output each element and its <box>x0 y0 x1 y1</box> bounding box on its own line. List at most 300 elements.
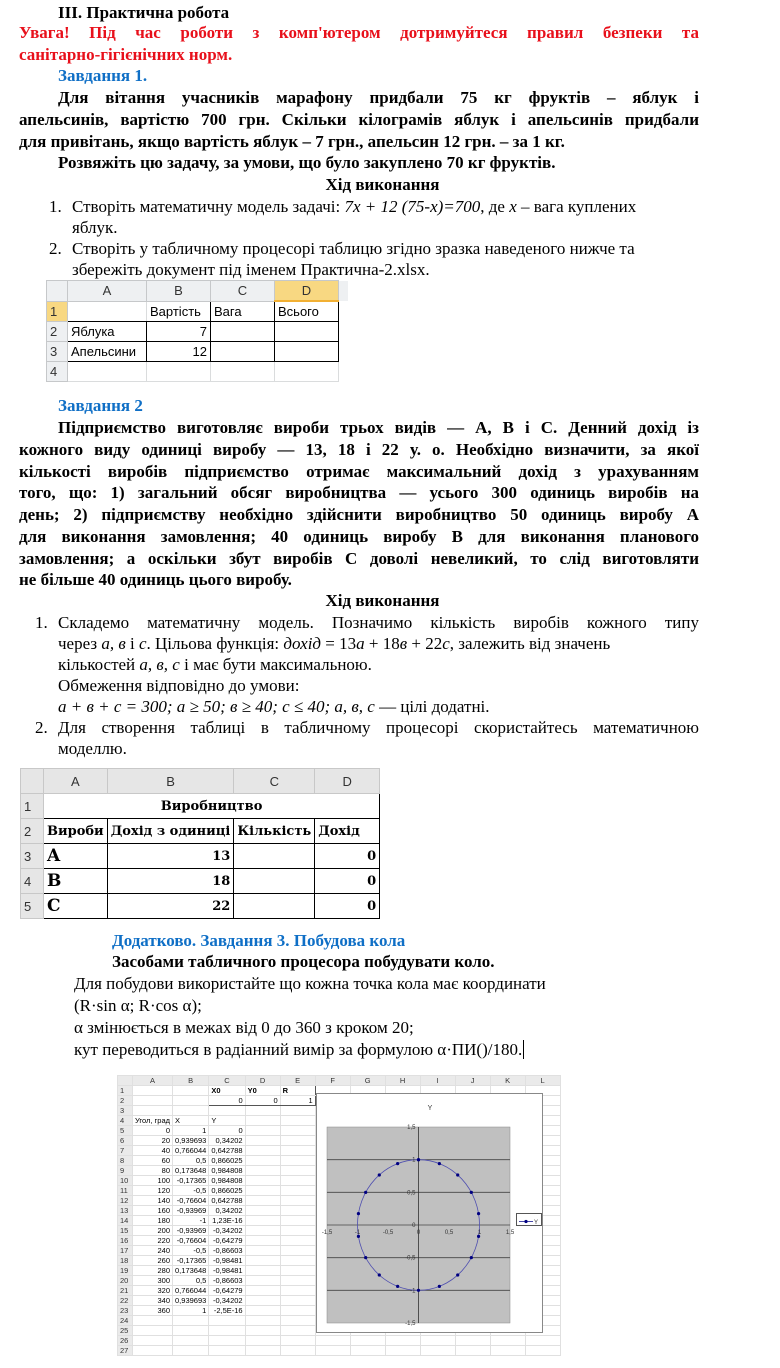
cell[interactable] <box>68 362 147 382</box>
cell[interactable]: 0 <box>209 1126 245 1136</box>
cell[interactable]: 0,866025 <box>209 1186 245 1196</box>
task2-constraints: а + в + с = 300; а ≥ 50; в ≥ 40; с ≤ 40; а, в, с — цілі додатні. <box>58 697 490 716</box>
cell[interactable]: -0,86603 <box>209 1276 245 1286</box>
cell[interactable] <box>133 1316 173 1326</box>
cell[interactable]: -0,76604 <box>173 1196 209 1206</box>
row-header[interactable]: 2 <box>47 322 68 342</box>
merged-title-cell[interactable]: Виробництво <box>44 794 380 819</box>
row-header[interactable]: 21 <box>118 1286 133 1296</box>
cell[interactable] <box>245 1336 280 1346</box>
cell[interactable]: -0,76604 <box>173 1236 209 1246</box>
cell[interactable] <box>234 844 315 869</box>
cell[interactable] <box>455 1346 490 1356</box>
row-header[interactable]: 25 <box>118 1326 133 1336</box>
cell[interactable] <box>133 1326 173 1336</box>
cell[interactable] <box>525 1336 560 1346</box>
task1-step2-number: 2. <box>49 239 62 258</box>
cell[interactable]: 7 <box>147 322 211 342</box>
cell[interactable]: 120 <box>133 1186 173 1196</box>
cell[interactable] <box>280 1326 315 1336</box>
cell[interactable]: 0,642788 <box>209 1196 245 1206</box>
task2-step2-line1: Для створення таблиці в табличному процесорі скористайтесь математичною <box>58 718 699 737</box>
cell[interactable] <box>420 1336 455 1346</box>
cell[interactable]: -0,93969 <box>173 1226 209 1236</box>
row-header[interactable]: 22 <box>118 1296 133 1306</box>
cell[interactable]: X0 <box>209 1086 245 1096</box>
column-header-e[interactable]: E <box>280 1076 315 1086</box>
column-header-k[interactable]: K <box>490 1076 525 1086</box>
task2-text-line2: кожного виду одиниці виробу — 13, 18 і 22 у. о. Необхідно визначити, за якої <box>19 440 699 459</box>
cell[interactable] <box>280 1146 315 1156</box>
cell[interactable]: 0 <box>315 869 380 894</box>
cell[interactable]: -0,34202 <box>209 1226 245 1236</box>
cell[interactable] <box>133 1096 173 1106</box>
cell[interactable]: 1,23E-16 <box>209 1216 245 1226</box>
cell[interactable] <box>209 1326 245 1336</box>
cell[interactable] <box>173 1086 209 1096</box>
cell[interactable]: 0,173648 <box>173 1266 209 1276</box>
column-header-a[interactable]: A <box>44 769 108 794</box>
cell[interactable]: B <box>44 869 108 894</box>
cell[interactable] <box>280 1176 315 1186</box>
cell[interactable]: A <box>44 844 108 869</box>
column-header-b[interactable]: B <box>173 1076 209 1086</box>
cell[interactable] <box>245 1326 280 1336</box>
cell[interactable] <box>315 1346 350 1356</box>
cell[interactable]: Y0 <box>245 1086 280 1096</box>
cell[interactable] <box>280 1236 315 1246</box>
row-header[interactable]: 3 <box>118 1106 133 1116</box>
row-header[interactable]: 9 <box>118 1166 133 1176</box>
column-header-b[interactable]: B <box>147 281 211 302</box>
column-header-a[interactable]: A <box>133 1076 173 1086</box>
cell[interactable] <box>245 1296 280 1306</box>
cell[interactable] <box>280 1266 315 1276</box>
cell[interactable] <box>455 1336 490 1346</box>
cell[interactable] <box>525 1346 560 1356</box>
cell[interactable] <box>280 1206 315 1216</box>
circle-chart[interactable] <box>316 1093 543 1333</box>
svg-text:-1,5: -1,5 <box>321 1230 333 1236</box>
svg-text:-1: -1 <box>354 1230 361 1236</box>
row-header[interactable]: 16 <box>118 1236 133 1246</box>
data-point <box>417 1289 420 1292</box>
svg-text:1,5: 1,5 <box>407 1125 416 1131</box>
header-cell[interactable]: Кількість <box>234 819 315 844</box>
data-point <box>378 1273 381 1276</box>
task2-procedure-title: Хід виконання <box>325 591 440 610</box>
svg-text:0: 0 <box>416 1230 421 1236</box>
cell[interactable] <box>350 1346 385 1356</box>
table-row <box>118 1336 561 1346</box>
cell[interactable] <box>245 1136 280 1146</box>
column-header-j[interactable]: J <box>455 1076 490 1086</box>
cell[interactable] <box>280 1296 315 1306</box>
task2-text-line1: Підприємство виготовляє вироби трьох видів — А, В і С. Денний дохід із <box>58 418 699 437</box>
cell[interactable]: 0,939693 <box>173 1296 209 1306</box>
cell[interactable]: 0,766044 <box>173 1286 209 1296</box>
cell[interactable] <box>209 1106 245 1116</box>
cell[interactable]: 0,34202 <box>209 1206 245 1216</box>
row-header[interactable]: 27 <box>118 1346 133 1356</box>
circle-chart-svg <box>317 1094 542 1332</box>
cell[interactable]: 0 <box>133 1126 173 1136</box>
spreadsheet-fruits <box>46 280 348 382</box>
data-point <box>357 1212 360 1215</box>
cell[interactable] <box>280 1216 315 1226</box>
cell[interactable]: -0,17365 <box>173 1256 209 1266</box>
header-cell[interactable]: Дохід <box>315 819 380 844</box>
row-header[interactable]: 14 <box>118 1216 133 1226</box>
cell[interactable]: 360 <box>133 1306 173 1316</box>
cell[interactable] <box>211 342 275 362</box>
cell[interactable] <box>209 1346 245 1356</box>
data-point <box>396 1285 399 1288</box>
task1-step2-line2: збережіть документ під іменем Практична-2.xlsx. <box>72 260 430 279</box>
task1-step1-cont: яблук. <box>72 218 118 237</box>
task2-text-line6: для виконання замовлення; 40 одиниць виробу В для виконання планового <box>19 527 699 546</box>
cell[interactable] <box>173 1346 209 1356</box>
cell[interactable]: 0,5 <box>173 1276 209 1286</box>
cell[interactable] <box>211 322 275 342</box>
cell[interactable] <box>245 1156 280 1166</box>
task2-step1-line3: кількостей а, в, с і має бути максимальною. <box>58 655 372 674</box>
cell[interactable] <box>245 1316 280 1326</box>
cell[interactable] <box>133 1336 173 1346</box>
data-point <box>417 1158 420 1161</box>
row-header[interactable]: 3 <box>21 844 44 869</box>
cell[interactable] <box>280 1106 315 1116</box>
data-point <box>438 1162 441 1165</box>
cell[interactable] <box>245 1276 280 1286</box>
row-header[interactable]: 4 <box>118 1116 133 1126</box>
row-header[interactable]: 1 <box>118 1086 133 1096</box>
cell[interactable] <box>280 1186 315 1196</box>
select-all-corner[interactable] <box>47 281 68 302</box>
cell[interactable]: 1 <box>280 1096 315 1106</box>
row-header[interactable]: 20 <box>118 1276 133 1286</box>
cell[interactable]: 200 <box>133 1226 173 1236</box>
cell[interactable] <box>245 1246 280 1256</box>
cell[interactable]: 180 <box>133 1216 173 1226</box>
column-header-d[interactable]: D <box>315 769 380 794</box>
cell[interactable] <box>245 1236 280 1246</box>
cell[interactable] <box>245 1216 280 1226</box>
cell[interactable]: 13 <box>107 844 234 869</box>
cell[interactable]: X <box>173 1116 209 1126</box>
cell[interactable]: Всього <box>275 301 339 322</box>
cell[interactable]: -0,86603 <box>209 1246 245 1256</box>
row-header[interactable]: 2 <box>118 1096 133 1106</box>
cell[interactable] <box>245 1196 280 1206</box>
select-all-corner[interactable] <box>21 769 44 794</box>
cell[interactable] <box>245 1266 280 1276</box>
cell[interactable]: -2,5E-16 <box>209 1306 245 1316</box>
column-header-c[interactable]: C <box>209 1076 245 1086</box>
task1-text-line3: для привітань, якщо вартість яблук – 7 грн., апельсин 12 грн. – за 1 кг. <box>19 132 565 151</box>
row-header[interactable]: 11 <box>118 1186 133 1196</box>
row-header[interactable]: 26 <box>118 1336 133 1346</box>
cell[interactable]: Угол, град <box>133 1116 173 1126</box>
cell[interactable]: 0,866025 <box>209 1156 245 1166</box>
svg-text:1: 1 <box>477 1230 482 1236</box>
cell[interactable]: 1 <box>173 1126 209 1136</box>
column-header-d[interactable]: D <box>275 281 339 302</box>
cell[interactable]: -0,93969 <box>173 1206 209 1216</box>
cell[interactable] <box>280 1136 315 1146</box>
cell[interactable] <box>173 1106 209 1116</box>
chart-title: Y <box>427 1105 433 1112</box>
cell[interactable] <box>280 1276 315 1286</box>
row-header[interactable]: 1 <box>21 794 44 819</box>
cell[interactable] <box>133 1346 173 1356</box>
cell[interactable] <box>280 1116 315 1126</box>
cell[interactable] <box>245 1256 280 1266</box>
cell[interactable] <box>173 1336 209 1346</box>
chart-legend[interactable] <box>516 1213 542 1226</box>
cell[interactable]: -1 <box>173 1216 209 1226</box>
row-header[interactable]: 12 <box>118 1196 133 1206</box>
cell[interactable]: -0,98481 <box>209 1256 245 1266</box>
svg-text:1: 1 <box>412 1157 416 1164</box>
row-header[interactable]: 2 <box>21 819 44 844</box>
cell[interactable] <box>245 1186 280 1196</box>
row-header[interactable]: 24 <box>118 1316 133 1326</box>
row-header[interactable]: 13 <box>118 1206 133 1216</box>
cell[interactable]: -0,5 <box>173 1186 209 1196</box>
cell[interactable] <box>173 1096 209 1106</box>
cell[interactable] <box>173 1316 209 1326</box>
cell[interactable] <box>280 1246 315 1256</box>
cell[interactable]: R <box>280 1086 315 1096</box>
cell[interactable] <box>245 1166 280 1176</box>
data-point <box>477 1212 480 1215</box>
cell[interactable]: 0,939693 <box>173 1136 209 1146</box>
row-header[interactable]: 23 <box>118 1306 133 1316</box>
cell[interactable]: 320 <box>133 1286 173 1296</box>
row-header[interactable]: 4 <box>47 362 68 382</box>
cell[interactable] <box>315 1336 350 1346</box>
cell[interactable] <box>147 362 211 382</box>
cell[interactable]: 0,766044 <box>173 1146 209 1156</box>
cell[interactable] <box>133 1086 173 1096</box>
header-cell[interactable]: Дохід з одиниці <box>107 819 234 844</box>
task2-step1-line2: через а, в і с. Цільова функція: дохід = 13а + 18в + 22с, залежить від значень <box>58 634 611 653</box>
data-point <box>438 1285 441 1288</box>
safety-warning-line1: Увага! Під час роботи з комп'ютером дотримуйтеся правил безпеки та <box>19 23 699 42</box>
data-point <box>456 1273 459 1276</box>
row-header[interactable]: 8 <box>118 1156 133 1166</box>
cell[interactable] <box>133 1106 173 1116</box>
data-point <box>470 1256 473 1259</box>
cell[interactable]: 80 <box>133 1166 173 1176</box>
cell[interactable] <box>245 1146 280 1156</box>
svg-text:-1,5: -1,5 <box>405 1321 416 1327</box>
row-header[interactable]: 6 <box>118 1136 133 1146</box>
cell[interactable] <box>275 322 339 342</box>
data-point <box>364 1256 367 1259</box>
cell[interactable] <box>280 1306 315 1316</box>
cell[interactable]: -0,5 <box>173 1246 209 1256</box>
cell[interactable]: 300 <box>133 1276 173 1286</box>
column-header-h[interactable]: H <box>385 1076 420 1086</box>
column-header-c[interactable]: C <box>234 769 315 794</box>
cell[interactable] <box>209 1316 245 1326</box>
task2-text-line7: замовлення; а оскільки збут виробів С доволі невеликий, то слід виготовляти <box>19 549 699 568</box>
cell[interactable] <box>280 1346 315 1356</box>
row-header[interactable]: 7 <box>118 1146 133 1156</box>
cell[interactable] <box>245 1206 280 1216</box>
task2-text-line3: кількості виробів підприємство отримає максимальний дохід з урахуванням <box>19 462 699 481</box>
cell[interactable] <box>275 342 339 362</box>
cell[interactable]: C <box>44 894 108 919</box>
cell[interactable]: 22 <box>107 894 234 919</box>
cell[interactable]: 20 <box>133 1136 173 1146</box>
row-header[interactable]: 4 <box>21 869 44 894</box>
cell[interactable]: -0,34202 <box>209 1296 245 1306</box>
cell[interactable]: 160 <box>133 1206 173 1216</box>
row-header[interactable]: 15 <box>118 1226 133 1236</box>
cell[interactable] <box>490 1346 525 1356</box>
cell[interactable]: -0,17365 <box>173 1176 209 1186</box>
task1-heading: Завдання 1. <box>58 66 148 85</box>
task1-step1-text: Створіть математичну модель задачі: 7x + 12 (75-x)=700, де x – вага куплених <box>72 197 637 216</box>
cell[interactable]: 12 <box>147 342 211 362</box>
task2-text-line5: день; 2) підприємству необхідно здійснити виробництво 50 одиниць виробу А <box>19 505 699 524</box>
cell[interactable] <box>280 1286 315 1296</box>
cell[interactable] <box>280 1166 315 1176</box>
task1-procedure-title: Хід виконання <box>325 175 440 194</box>
cell[interactable]: 100 <box>133 1176 173 1186</box>
column-header-g[interactable]: G <box>350 1076 385 1086</box>
cell[interactable] <box>490 1336 525 1346</box>
safety-warning-line2: санітарно-гігієнічних норм. <box>19 45 233 64</box>
cell[interactable] <box>280 1336 315 1346</box>
column-header-a[interactable]: A <box>68 281 147 302</box>
svg-text:1,5: 1,5 <box>505 1230 515 1236</box>
svg-text:-0,5: -0,5 <box>382 1230 394 1236</box>
table-row <box>118 1346 561 1356</box>
cell[interactable]: 280 <box>133 1266 173 1276</box>
row-header[interactable]: 1 <box>47 301 68 322</box>
cell[interactable]: 0,984808 <box>209 1166 245 1176</box>
task3-subheading: Засобами табличного процесора побудувати коло. <box>112 952 495 971</box>
data-point <box>364 1191 367 1194</box>
svg-text:-0,5: -0,5 <box>405 1255 416 1262</box>
cell[interactable] <box>275 362 339 382</box>
cell[interactable]: 0 <box>209 1096 245 1106</box>
cell[interactable]: -0,64279 <box>209 1286 245 1296</box>
row-header[interactable]: 19 <box>118 1266 133 1276</box>
task1-step1-number: 1. <box>49 197 62 216</box>
cell[interactable]: 18 <box>107 869 234 894</box>
cell[interactable] <box>350 1336 385 1346</box>
cell[interactable]: 220 <box>133 1236 173 1246</box>
cell[interactable] <box>68 301 147 322</box>
cell[interactable] <box>234 894 315 919</box>
cell[interactable] <box>245 1126 280 1136</box>
cell[interactable] <box>385 1346 420 1356</box>
header-cell[interactable]: Вироби <box>44 819 108 844</box>
row-header[interactable]: 17 <box>118 1246 133 1256</box>
cell[interactable] <box>280 1256 315 1266</box>
cell[interactable]: Апельсини <box>68 342 147 362</box>
cell[interactable]: 240 <box>133 1246 173 1256</box>
cell[interactable] <box>420 1346 455 1356</box>
cell[interactable] <box>234 869 315 894</box>
cell[interactable] <box>280 1196 315 1206</box>
cell[interactable]: 0,984808 <box>209 1176 245 1186</box>
cell[interactable] <box>245 1116 280 1126</box>
row-header[interactable]: 3 <box>47 342 68 362</box>
cell[interactable]: 0,5 <box>173 1156 209 1166</box>
task1-step2-line1: Створіть у табличному процесорі таблицю згідно зразка наведеного нижче та <box>72 239 635 258</box>
row-header[interactable]: 5 <box>21 894 44 919</box>
cell[interactable] <box>209 1336 245 1346</box>
cell[interactable] <box>245 1346 280 1356</box>
cell[interactable] <box>245 1176 280 1186</box>
cell[interactable]: -0,98481 <box>209 1266 245 1276</box>
cell[interactable]: 0,34202 <box>209 1136 245 1146</box>
column-header-c[interactable]: C <box>211 281 275 302</box>
select-all-corner[interactable] <box>118 1076 133 1086</box>
cell[interactable]: -0,64279 <box>209 1236 245 1246</box>
cell[interactable] <box>245 1286 280 1296</box>
cell[interactable] <box>385 1336 420 1346</box>
cell[interactable]: 140 <box>133 1196 173 1206</box>
column-header-b[interactable]: B <box>107 769 234 794</box>
column-header-i[interactable]: I <box>420 1076 455 1086</box>
cell[interactable] <box>280 1126 315 1136</box>
cell[interactable] <box>211 362 275 382</box>
task1-text-line1: Для вітання учасників марафону придбали 75 кг фруктів – яблук і <box>58 88 699 107</box>
cell[interactable] <box>173 1326 209 1336</box>
cell[interactable] <box>245 1106 280 1116</box>
cell[interactable] <box>280 1226 315 1236</box>
cell[interactable] <box>280 1316 315 1326</box>
cell[interactable] <box>245 1226 280 1236</box>
row-header[interactable]: 5 <box>118 1126 133 1136</box>
task3-heading: Додатково. Завдання 3. Побудова кола <box>112 931 406 950</box>
cell[interactable]: Яблука <box>68 322 147 342</box>
column-header-l[interactable]: L <box>525 1076 560 1086</box>
cell[interactable]: 0 <box>315 844 380 869</box>
cell[interactable]: 0,173648 <box>173 1166 209 1176</box>
row-header[interactable]: 18 <box>118 1256 133 1266</box>
cell[interactable]: Вартість <box>147 301 211 322</box>
row-header[interactable]: 10 <box>118 1176 133 1186</box>
cell[interactable]: Y <box>209 1116 245 1126</box>
cell[interactable]: 1 <box>173 1306 209 1316</box>
cell[interactable]: 260 <box>133 1256 173 1266</box>
cell[interactable] <box>245 1306 280 1316</box>
cell[interactable]: 0,642788 <box>209 1146 245 1156</box>
cell[interactable]: 40 <box>133 1146 173 1156</box>
column-header-d[interactable]: D <box>245 1076 280 1086</box>
cell[interactable]: Вага <box>211 301 275 322</box>
cell[interactable] <box>280 1156 315 1166</box>
column-header-f[interactable]: F <box>315 1076 350 1086</box>
cell[interactable]: 0 <box>245 1096 280 1106</box>
cell[interactable]: 60 <box>133 1156 173 1166</box>
cell[interactable]: 340 <box>133 1296 173 1306</box>
legend-label: Y <box>534 1220 539 1226</box>
task2-step2-line2: моделлю. <box>58 739 127 758</box>
svg-text:0,5: 0,5 <box>407 1190 416 1197</box>
data-point <box>396 1162 399 1165</box>
cell[interactable]: 0 <box>315 894 380 919</box>
svg-text:-1: -1 <box>410 1288 416 1295</box>
